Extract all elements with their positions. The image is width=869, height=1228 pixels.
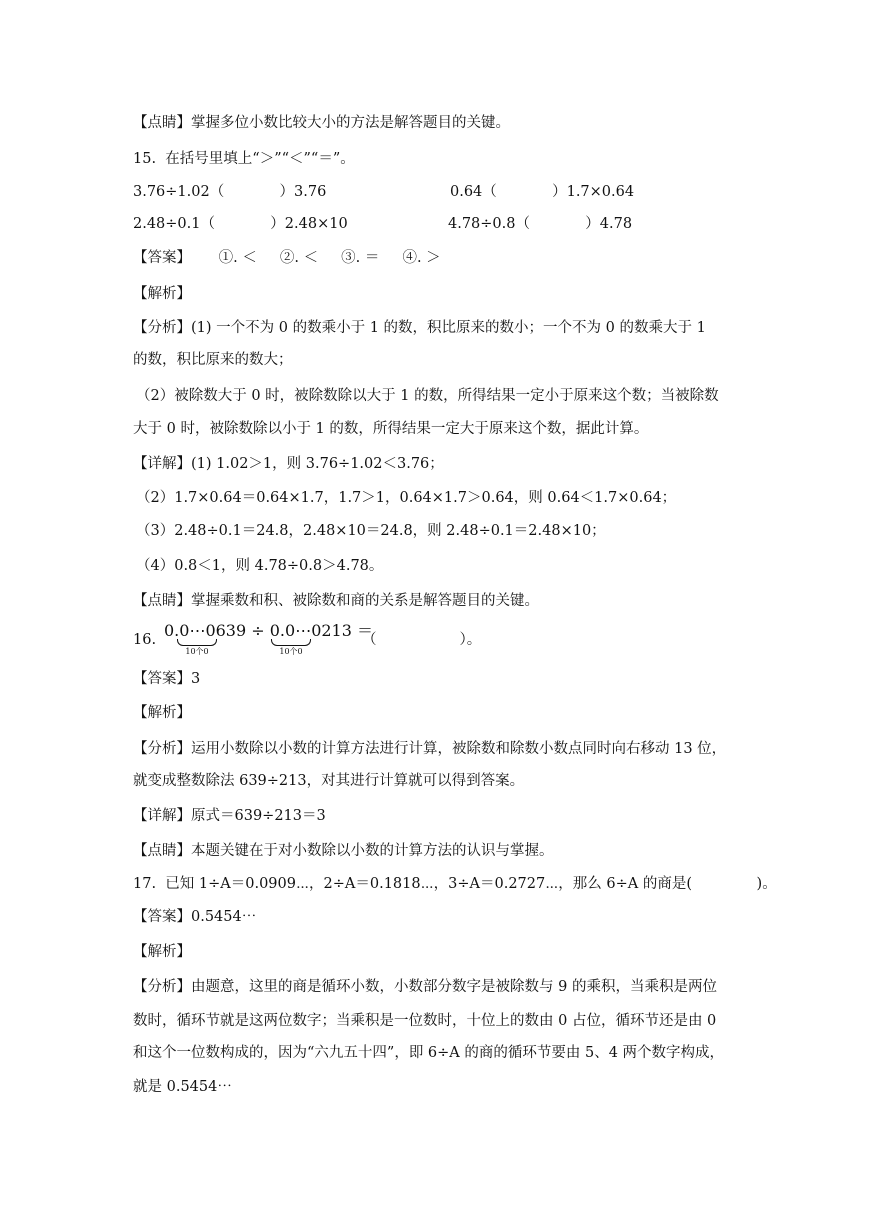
q15-row1-left: 3.76÷1.02（ ）3.76 <box>133 184 327 200</box>
q16-xiangjie: 【详解】原式＝639÷213＝3 <box>133 808 326 824</box>
q16-blank: （ ）。 <box>362 632 482 648</box>
q15-xiangjie-4: （4）0.8＜1，则 4.78÷0.8＞4.78。 <box>136 558 384 574</box>
q15-row1-right: 0.64（ ）1.7×0.64 <box>450 184 635 200</box>
q16-expression: 0.0⋯0639 ÷ 0.0⋯0213 ＝ <box>164 621 373 640</box>
q15-answer: 【答案】 ①. ＜ ②. ＜ ③. ＝ ④. ＞ <box>133 250 441 266</box>
q15-title: 15. 在括号里填上“＞”“＜”“＝”。 <box>133 151 355 167</box>
q16-answer: 【答案】3 <box>133 671 201 687</box>
q15-fenxi-3: （2）被除数大于 0 时，被除数除以大于 1 的数，所得结果一定小于原来这个数；当被除数 <box>136 388 719 404</box>
q16-key-point: 【点睛】本题关键在于对小数除以小数的计算方法的认识与掌握。 <box>133 843 554 859</box>
q17-title: 17. 已知 1÷A＝0.0909⋯，2÷A＝0.1818⋯，3÷A＝0.2727⋯，那么 6÷A 的商是( )。 <box>133 876 777 892</box>
q17-fenxi-1: 【分析】由题意，这里的商是循环小数，小数部分数字是被除数与 9 的乘积，当乘积是两位 <box>133 979 717 995</box>
q16-under-a: 10个0 <box>185 647 209 656</box>
q16-analysis-label: 【解析】 <box>133 705 191 721</box>
q16-number: 16. <box>133 632 157 648</box>
q16-brace-b <box>271 639 311 646</box>
q16-fenxi-2: 就变成整数除法 639÷213，对其进行计算就可以得到答案。 <box>133 773 525 789</box>
q16-brace-a <box>177 639 217 646</box>
q15-xiangjie-3: （3）2.48÷0.1＝24.8，2.48×10＝24.8，则 2.48÷0.1＝2.48×10； <box>136 523 606 539</box>
q17-answer: 【答案】0.5454⋯ <box>133 909 257 925</box>
q17-fenxi-4: 就是 0.5454⋯ <box>133 1079 232 1095</box>
q15-fenxi-2: 的数，积比原来的数大； <box>133 352 293 368</box>
q15-row2-right: 4.78÷0.8（ ）4.78 <box>448 216 633 232</box>
q15-xiangjie-2: （2）1.7×0.64＝0.64×1.7，1.7＞1，0.64×1.7＞0.64，则 0.64＜1.7×0.64； <box>136 490 677 506</box>
q17-fenxi-2: 数时，循环节就是这两位数字；当乘积是一位数时，十位上的数由 0 占位，循环节还是由 0 <box>133 1013 717 1029</box>
q15-xiangjie-1: 【详解】(1) 1.02＞1，则 3.76÷1.02＜3.76； <box>133 456 444 472</box>
q14-key-point: 【点睛】掌握多位小数比较大小的方法是解答题目的关键。 <box>133 115 510 131</box>
q15-key-point: 【点睛】掌握乘数和积、被除数和商的关系是解答题目的关键。 <box>133 593 539 609</box>
q15-fenxi-1: 【分析】(1) 一个不为 0 的数乘小于 1 的数，积比原来的数小；一个不为 0 的数乘大于 1 <box>133 320 706 336</box>
q15-fenxi-4: 大于 0 时，被除数除以小于 1 的数，所得结果一定大于原来这个数，据此计算。 <box>133 421 649 437</box>
q15-analysis-label: 【解析】 <box>133 286 191 302</box>
q17-fenxi-3: 和这个一位数构成的，因为“六九五十四”，即 6÷A 的商的循环节要由 5、4 两个数字构成， <box>133 1045 725 1061</box>
q16-fenxi-1: 【分析】运用小数除以小数的计算方法进行计算，被除数和除数小数点同时向右移动 13 位， <box>133 741 727 757</box>
q15-row2-left: 2.48÷0.1（ ）2.48×10 <box>133 216 348 232</box>
q16-under-b: 10个0 <box>279 647 303 656</box>
q17-analysis-label: 【解析】 <box>133 944 191 960</box>
